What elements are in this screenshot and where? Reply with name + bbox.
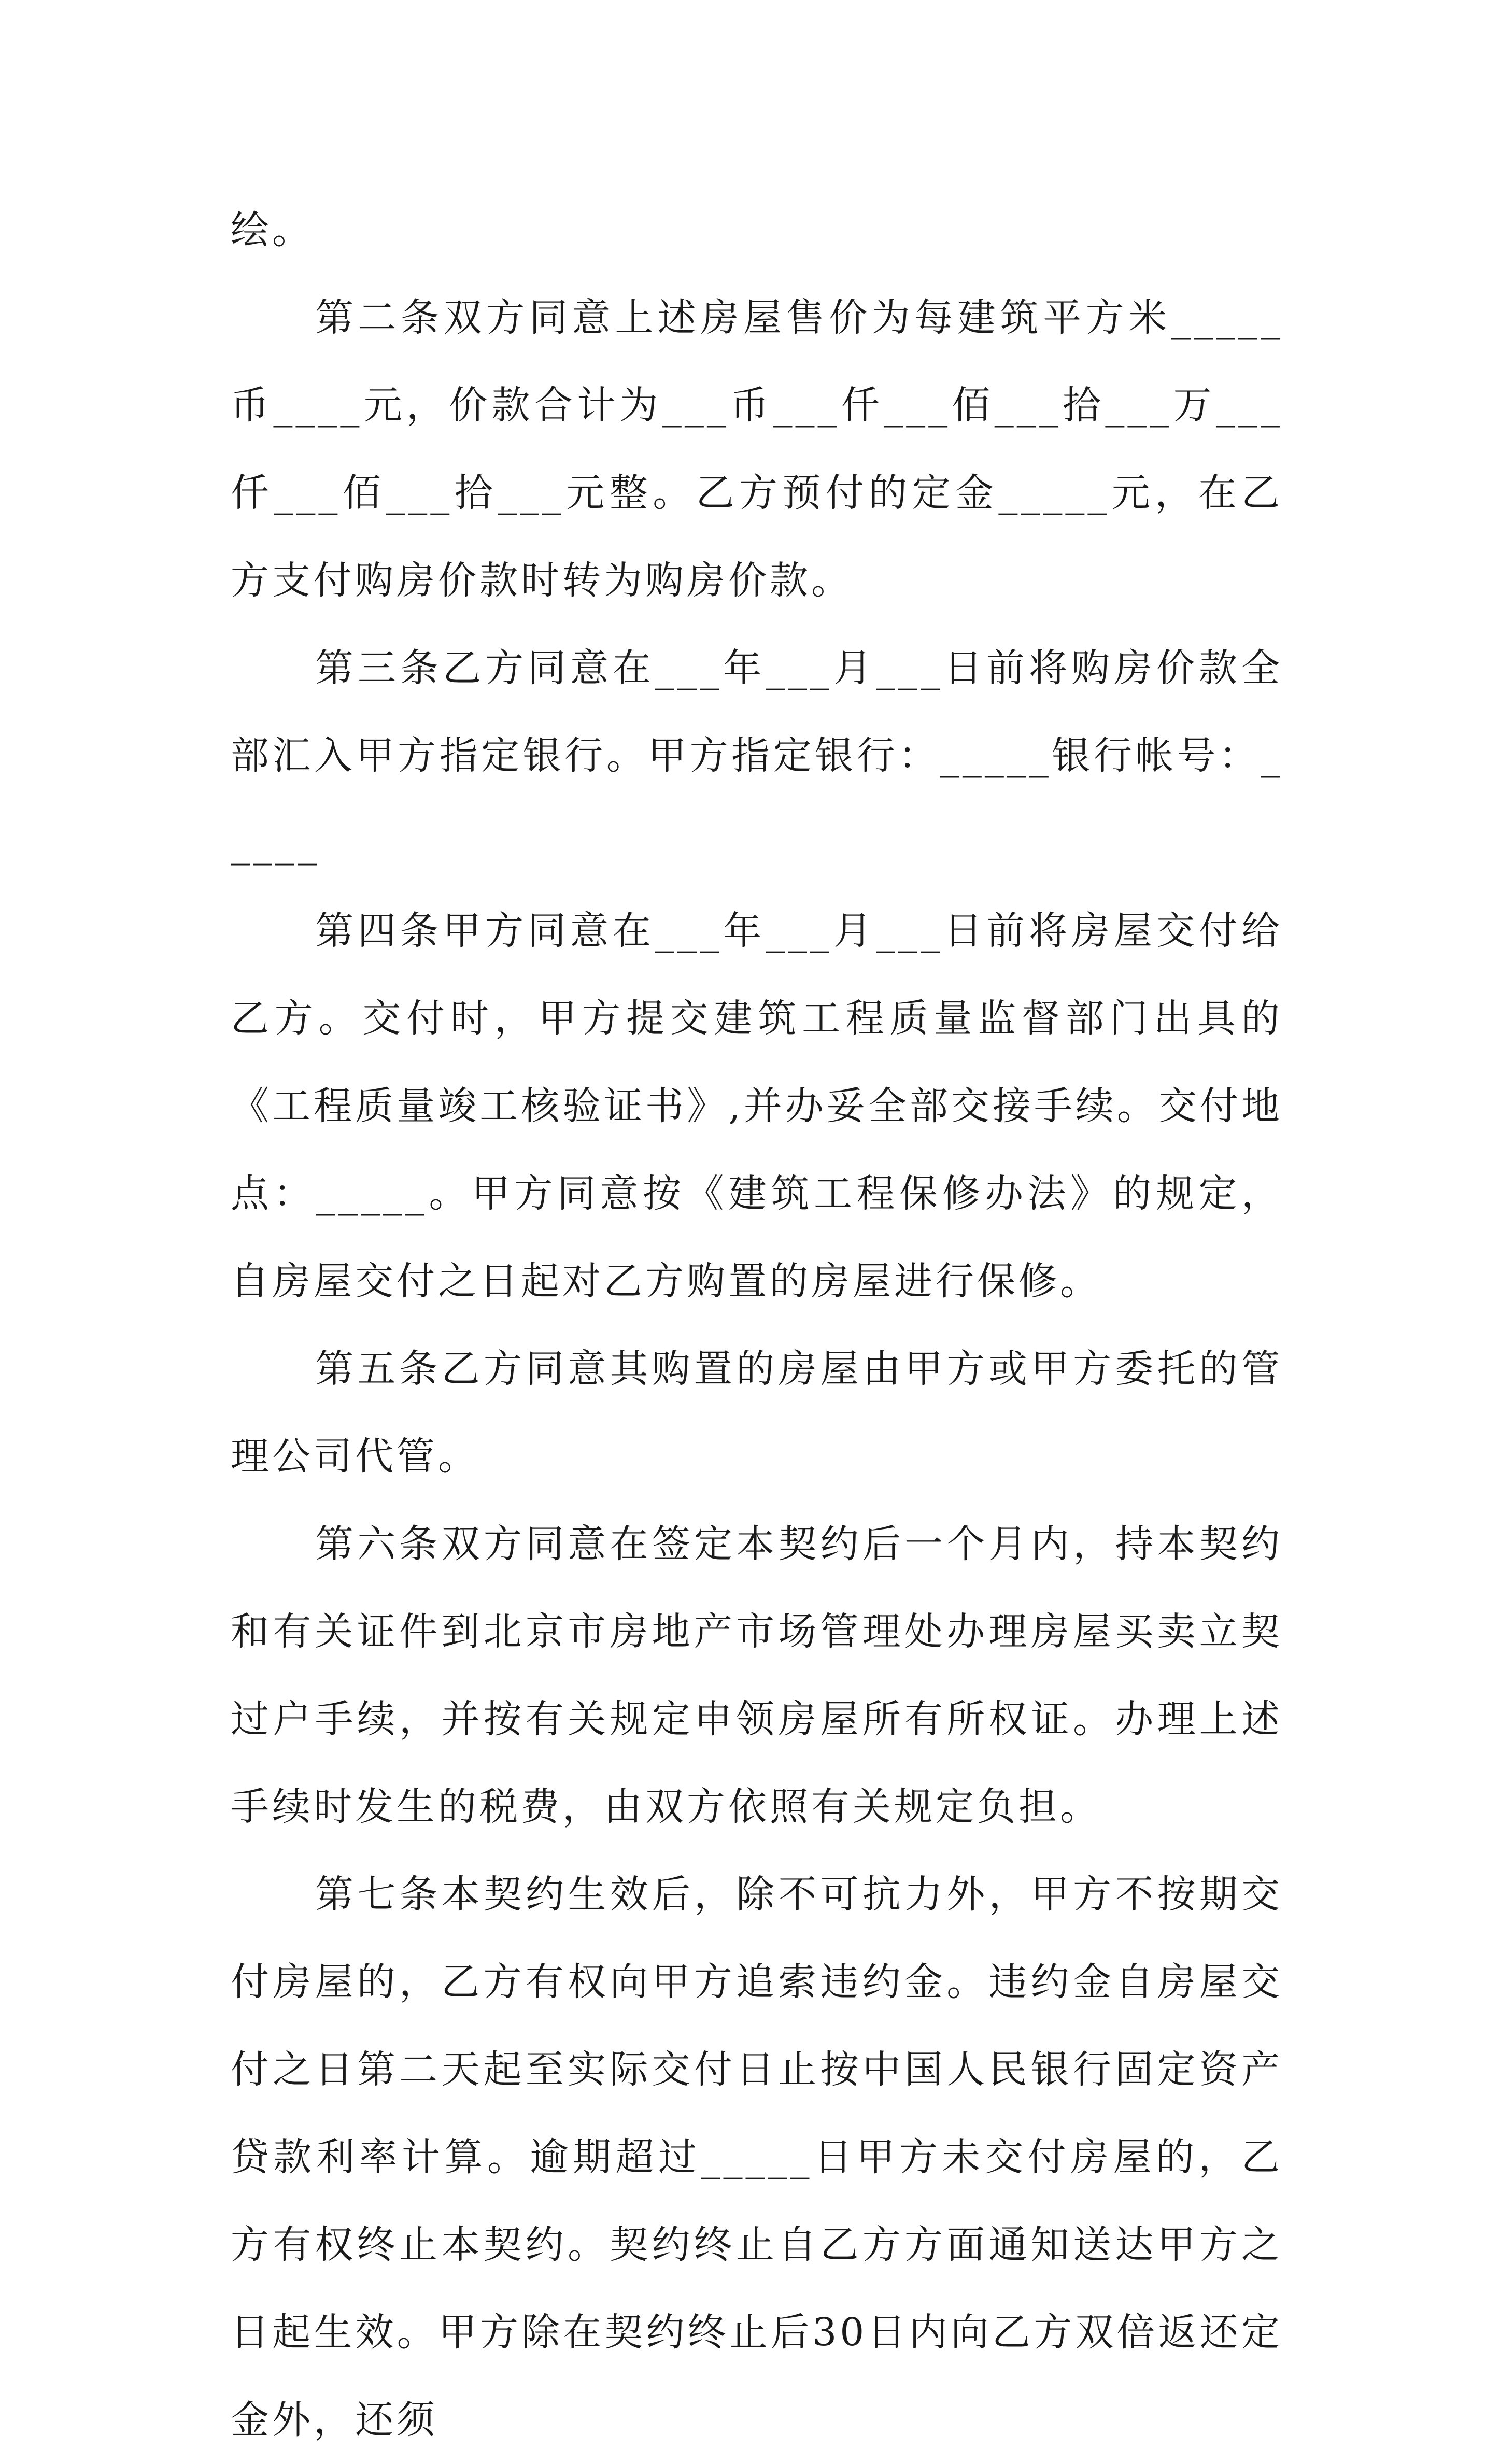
- paragraph-article-7: 第七条本契约生效后，除不可抗力外，甲方不按期交付房屋的，乙方有权向甲方追索违约金。违约金自房屋交付之日第二天起至实际交付日止按中国人民银行固定资产贷款利率计算。逾期超过_____日甲方未交付房屋的，乙方有权终止本契约。契约终止自乙方方面通知送达甲方之日起生效。甲方除在契约终止后30日内向乙方双倍返还定金外，还须: [231, 1872, 1283, 2442]
- paragraph-article-3: 第三条乙方同意在___年___月___日前将购房价款全部汇入甲方指定银行。甲方指定银行：_____银行帐号：_____: [231, 646, 1283, 866]
- document-body: [231, 187, 1283, 2464]
- paragraph-article-2: 第二条双方同意上述房屋售价为每建筑平方米_____币____元，价款合计为___币___仟___佰___拾___万___仟___佰___拾___元整。乙方预付的定金_____元，在乙方支付购房价款时转为购房价款。: [231, 295, 1283, 603]
- paragraph-article-6: 第六条双方同意在签定本契约后一个月内，持本契约和有关证件到北京市房地产市场管理处办理房屋买卖立契过户手续，并按有关规定申领房屋所有所权证。办理上述手续时发生的税费，由双方依照有关规定负担。: [231, 1522, 1283, 1829]
- paragraph-article-4: 第四条甲方同意在___年___月___日前将房屋交付给乙方。交付时，甲方提交建筑工程质量监督部门出具的《工程质量竣工核验证书》,并办妥全部交接手续。交付地点：_____。甲方同意按《建筑工程保修办法》的规定，自房屋交付之日起对乙方购置的房屋进行保修。: [231, 909, 1283, 1304]
- paragraph-article-5: 第五条乙方同意其购置的房屋由甲方或甲方委托的管理公司代管。: [231, 1347, 1283, 1479]
- paragraph-continuation: 绘。: [231, 208, 314, 252]
